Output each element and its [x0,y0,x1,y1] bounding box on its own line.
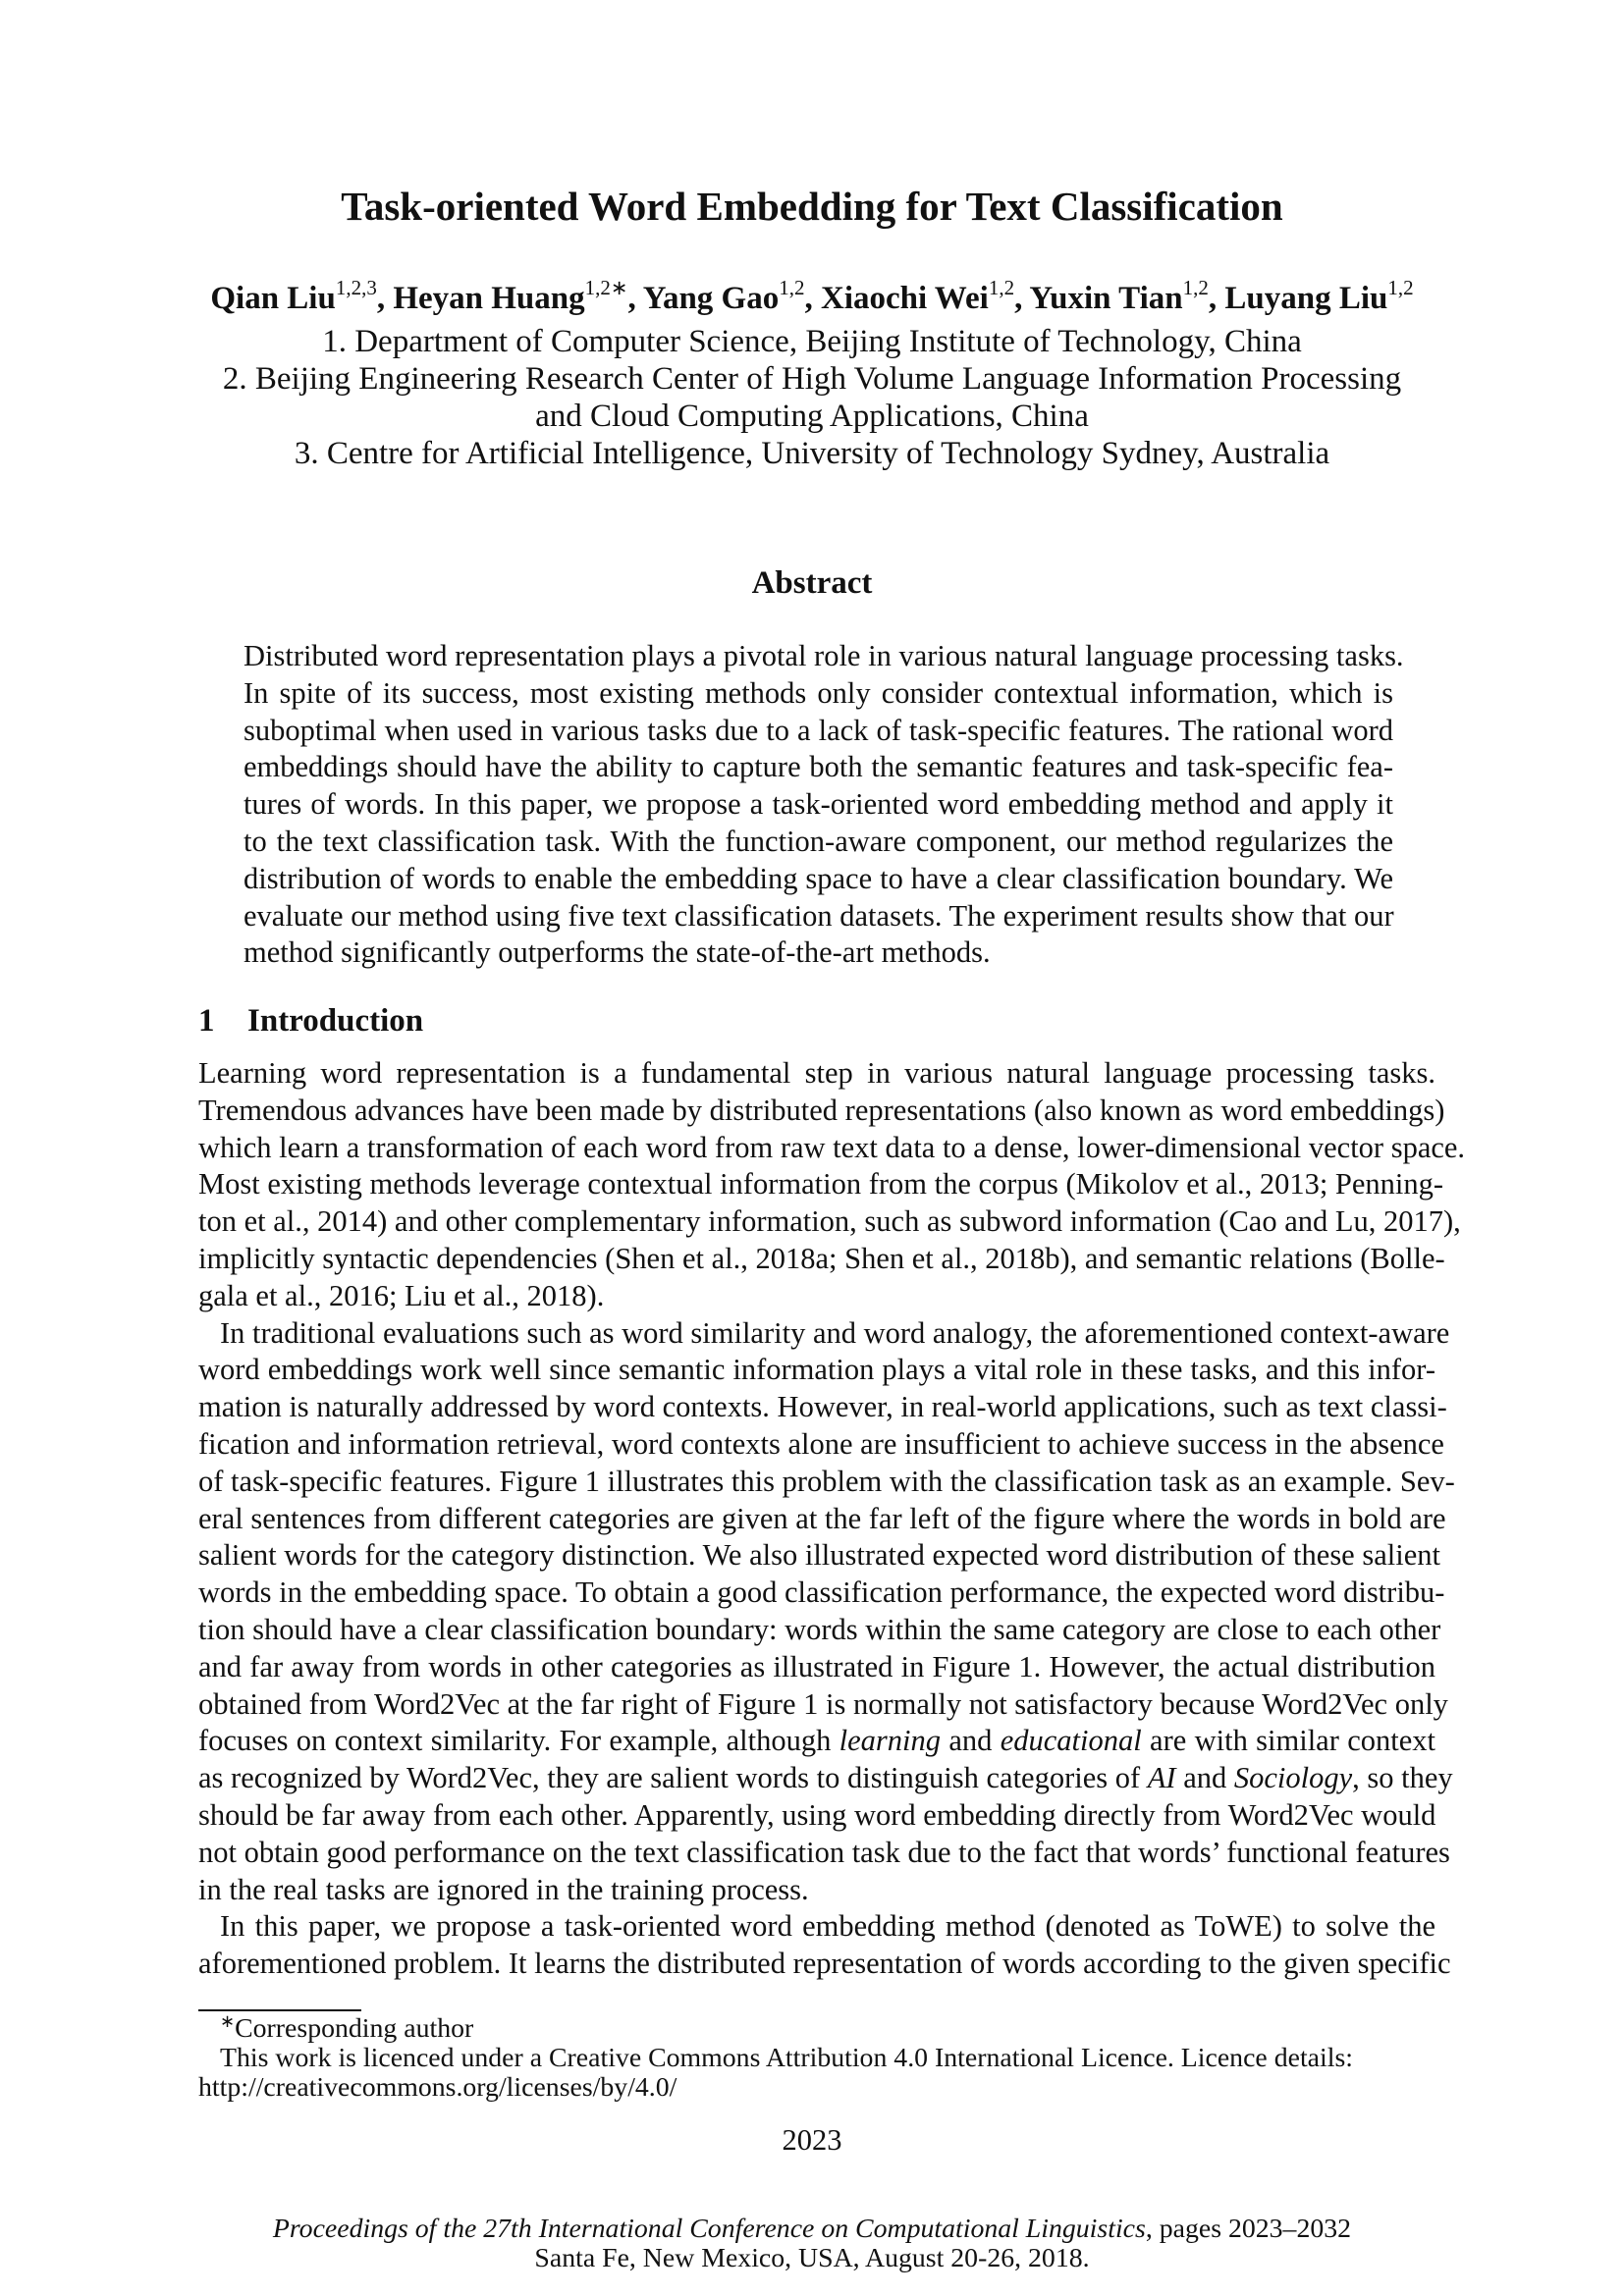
footnote-text: Corresponding author [235,2013,474,2044]
text-line [198,1723,1435,1760]
author-separator: , [1014,281,1030,316]
author-separator: , [1208,281,1225,316]
location-line: Santa Fe, New Mexico, USA, August 20-26, 2018. [534,2243,1090,2273]
text-line: mation is naturally addressed by word contexts. However, in real-world applications, such as text classi- [198,1390,1447,1424]
text-line: should be far away from each other. Apparently, using word embedding directly from Word2Vec would [198,1797,1436,1832]
affiliation-3: 3. Centre for Artificial Intelligence, University of Technology Sydney, Australia [294,436,1330,471]
text-line: In traditional evaluations such as word similarity and word analogy, the aforementioned context-aware [220,1315,1450,1350]
text-line: obtained from Word2Vec at the far right of Figure 1 is normally not satisfactory because Word2Vec only [198,1686,1448,1721]
section-title: Introduction [247,1003,424,1039]
text-line: tures of words. In this paper, we propose a task-oriented word embedding method and apply it [244,787,1393,822]
text-line: embeddings should have the ability to capture both the semantic features and task-specific fea- [244,750,1393,784]
author-affiliation-marks: 1,2 [1182,276,1209,299]
author-name: Xiaochi Wei [820,281,989,316]
affiliation-1: 1. Department of Computer Science, Beijing Institute of Technology, China [322,324,1302,359]
italic-term: AI [1147,1761,1176,1795]
text-segment: as recognized by Word2Vec, they are salient words to distinguish categories of [198,1761,1148,1795]
proceedings-info [0,2215,1624,2273]
section-number: 1 [198,1003,215,1039]
author-name: Yuxin Tian [1029,281,1183,316]
text-segment: , so they [1352,1761,1453,1795]
pages: , pages 2023–2032 [1145,2214,1352,2244]
author-affiliation-marks: 1,2 [1387,276,1414,299]
page-number: 2023 [782,2123,842,2157]
italic-term: learning [839,1724,942,1758]
text-line: fication and information retrieval, word contexts alone are insufficient to achieve success in the absence [198,1426,1444,1461]
footnote-mark: ∗ [220,2011,236,2031]
text-line: method significantly outperforms the state-of-the-art methods. [244,935,991,970]
author-name: Yang Gao [642,281,780,316]
text-line: to the text classification task. With the function-aware component, our method regularizes the [244,824,1393,858]
paper-title: Task-oriented Word Embedding for Text Classification [341,184,1283,229]
italic-term: Sociology [1233,1761,1353,1795]
author-separator: , [376,281,394,316]
proceedings-line [0,2215,1624,2244]
section-heading-introduction [198,1003,423,1040]
text-line: salient words for the category distinction. We also illustrated expected word distribution of these salient [198,1538,1440,1573]
text-line: Tremendous advances have been made by distributed representations (also known as word embeddings) [198,1093,1445,1127]
text-segment: and [1175,1761,1234,1795]
venue: Proceedings of the 27th International Conference on Computational Linguistics [272,2214,1146,2244]
text-line: eral sentences from different categories are given at the far left of the figure where the words in bold are [198,1501,1446,1535]
text-line: In spite of its success, most existing methods only consider contextual information, which is [244,675,1393,710]
text-segment: are with similar context [1141,1724,1435,1758]
author-affiliation-marks: 1,2 [988,276,1015,299]
text-line: Most existing methods leverage contextual information from the corpus (Mikolov et al., 2013; Penning- [198,1167,1444,1201]
text-line: evaluate our method using five text classification datasets. The experiment results show that our [244,898,1394,933]
licence-url[interactable]: http://creativecommons.org/licenses/by/4.0/ [198,2072,677,2103]
text-line: suboptimal when used in various tasks due to a lack of task-specific features. The rational word [244,713,1393,747]
affiliation-2-cont: and Cloud Computing Applications, China [535,399,1089,434]
text-line: Distributed word representation plays a pivotal role in various natural language processing tasks. [244,639,1404,672]
author-separator: , [627,281,643,316]
text-line: and far away from words in other categories as illustrated in Figure 1. However, the actual distribution [198,1649,1435,1683]
introduction-body [198,1055,1466,1983]
text-line: In this paper, we propose a task-oriented word embedding method (denoted as ToWE) to solve the [220,1909,1435,1944]
footnote-corresponding [198,2011,1435,2044]
author-separator: , [804,281,821,316]
author-affiliation-marks: 1,2,3 [335,276,377,299]
italic-term: educational [1000,1724,1142,1758]
text-line: which learn a transformation of each word from raw text data to a dense, lower-dimensional vector space. [198,1130,1466,1164]
text-segment: focuses on context similarity. For example, although [198,1724,839,1758]
text-line: word embeddings work well since semantic information plays a vital role in these tasks, and this infor- [198,1353,1435,1387]
author-name: Heyan Huang [393,281,585,316]
text-line: of task-specific features. Figure 1 illustrates this problem with the classification task as an example. Sev- [198,1464,1455,1498]
author-list [0,276,1624,317]
text-line: words in the embedding space. To obtain a good classification performance, the expected word distribu- [198,1575,1445,1610]
text-line: Learning word representation is a fundamental step in various natural language processing tasks. [198,1056,1435,1090]
text-line: not obtain good performance on the text classification task due to the fact that words’ functional features [198,1835,1450,1869]
text-line: ton et al., 2014) and other complementary information, such as subword information (Cao and Lu, 2017), [198,1204,1461,1239]
text-line: tion should have a clear classification boundary: words within the same category are close to each other [198,1612,1441,1646]
abstract-heading: Abstract [751,565,873,601]
text-line [198,1760,1453,1797]
affiliation-2: 2. Beijing Engineering Research Center of High Volume Language Information Processing [222,361,1402,397]
author-name: Luyang Liu [1224,281,1388,316]
text-line: implicitly syntactic dependencies (Shen et al., 2018a; Shen et al., 2018b), and semantic relations (Bolle- [198,1241,1445,1275]
author-affiliation-marks: 1,2∗ [584,276,628,299]
text-segment: and [941,1724,1001,1758]
author-affiliation-marks: 1,2 [779,276,805,299]
footnote-licence: This work is licenced under a Creative Commons Attribution 4.0 International Licence. Licence details: [220,2043,1353,2073]
text-line: aforementioned problem. It learns the distributed representation of words according to the given specific [198,1947,1451,1981]
text-line: distribution of words to enable the embedding space to have a clear classification boundary. We [244,861,1393,895]
footnotes [198,2011,1435,2103]
author-name: Qian Liu [210,281,336,316]
abstract-body [244,638,1404,972]
text-line: in the real tasks are ignored in the training process. [198,1872,809,1906]
text-line: gala et al., 2016; Liu et al., 2018). [198,1278,605,1312]
